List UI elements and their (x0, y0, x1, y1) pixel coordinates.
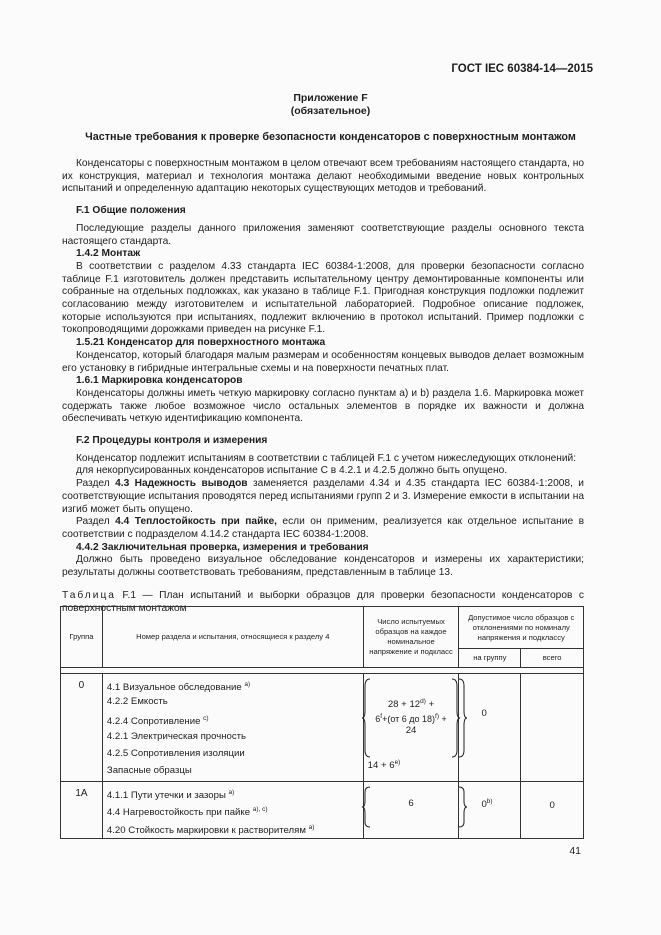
count-part: + (425, 699, 435, 711)
paragraph: Должно быть проведено визуальное обследование конденсаторов и измерены их характеристики; результаты должны соответствовать требованиям, представленным в таблице 13. (62, 554, 584, 579)
count-cell (363, 674, 459, 782)
footnote-ref: a) (228, 789, 235, 797)
subsection-heading: 1.6.1 Маркировка конденсаторов (76, 375, 243, 387)
test-name: Запасные образцы (106, 764, 192, 776)
count-part: 14 + 6 (367, 760, 395, 772)
header-total: всего (521, 649, 584, 668)
footnote-ref: f) (435, 713, 440, 721)
paragraph: Конденсатор подлежит испытаниям в соответствии с таблицей F.1 с учетом нижеследующих отклонений: (76, 452, 577, 464)
text-run: Раздел (76, 516, 116, 528)
per-group-cell (459, 674, 521, 782)
right-brace-icon (457, 786, 467, 828)
text-run: если он применим, реализуется как отдельное испытание в соответствии с подразделом 4.14.2 стандарта IEC 60384-1:2008. (62, 516, 584, 540)
annex-main-title: Частные требования к проверке безопасности конденсаторов с поверхностным монтажом (85, 131, 576, 143)
table-row (61, 782, 584, 839)
count-part: 24 (405, 725, 417, 737)
total-cell (521, 674, 584, 782)
group-cell: 1A (61, 782, 103, 839)
left-brace-icon (362, 678, 372, 758)
intro-paragraph: Конденсаторы с поверхностным монтажом в целом отвечают всем требованиям настоящего стандарта, но их конструкция, материал и технология монтажа делают необходимыми введение новых контрольных испытаний и определенную адаптацию некоторых существующих методов и требований. (62, 158, 584, 195)
footnote-ref: a) (244, 681, 251, 688)
footnote-ref: c) (203, 715, 209, 723)
paragraph (62, 478, 584, 516)
text-run: Раздел (76, 478, 116, 490)
test-item (107, 710, 359, 727)
count-cell (363, 782, 459, 839)
per-group-cell (459, 782, 521, 839)
right-brace-icon (457, 678, 467, 758)
count-value: 6 (408, 798, 414, 810)
table-row (61, 674, 584, 782)
paragraph: Конденсатор, который благодаря малым размерам и особенностям концевых выводов делает возможным его установку в гибридные интегральные схемы и на поверхности печатных плат. (62, 349, 584, 374)
count-part: +(от 6 до 18) (382, 714, 436, 725)
subsection-heading: 1.5.21 Конденсатор для поверхностного монтажа (76, 337, 326, 349)
test-plan-table (60, 606, 584, 839)
annex-heading (0, 92, 661, 118)
test-item (107, 676, 359, 693)
header-section: Номер раздела и испытания, относящиеся к разделу 4 (102, 607, 363, 668)
test-name: 4.1 Визуальное обследование (106, 682, 242, 694)
footnote-ref: a), c) (252, 806, 268, 814)
section-heading-f2: F.2 Процедуры контроля и измерения (76, 435, 268, 447)
test-item (107, 693, 359, 710)
header-count: Число испытуемых образцов на каждое номинальное напряжение и подкласс (363, 607, 459, 668)
footnote-ref: f (380, 713, 383, 721)
paragraph (62, 516, 584, 541)
test-item (107, 801, 359, 818)
test-name: 4.2.4 Сопротивление (106, 716, 201, 728)
header-per-group: на группу (459, 649, 521, 668)
tests-cell (102, 674, 363, 782)
test-item (107, 784, 359, 801)
spare-count (364, 759, 459, 771)
count-part: 28 + 12 (387, 699, 421, 711)
test-item (107, 819, 359, 836)
footnote-ref: a) (308, 823, 315, 831)
total-cell: 0 (521, 782, 584, 839)
count-part: 0 (481, 799, 487, 811)
bold-run: 4.3 Надежность выводов (115, 478, 248, 490)
caption-word: Таблица (62, 589, 116, 601)
paragraph: Последующие разделы данного приложения заменяют соответствующие разделы основного текста настоящего стандарта. (62, 222, 584, 247)
group-cell: 0 (61, 674, 103, 782)
bold-run: 4.4 Теплостойкость при пайке, (115, 516, 277, 528)
test-name: 4.2.2 Емкость (106, 696, 168, 708)
section-heading-f1: F.1 Общие положения (76, 205, 186, 217)
per-group-value (459, 798, 520, 810)
test-item (107, 745, 359, 762)
subsection-heading: 1.4.2 Монтаж (76, 248, 141, 260)
footnote-ref: d) (420, 698, 426, 705)
header-allowed: Допустимое число образцов с отклонениями по номиналу напряжения и подклассу (459, 607, 584, 649)
test-name: 4.20 Стойкость маркировки к растворителям (106, 824, 306, 836)
per-group-value: 0 (481, 708, 487, 719)
test-item (107, 762, 359, 779)
header-group: Группа (61, 607, 103, 668)
tests-cell (102, 782, 363, 839)
footnote-ref: b) (486, 798, 493, 806)
test-name: 4.1.1 Пути утечки и зазоры (106, 790, 226, 802)
annex-title: Приложение F (293, 92, 368, 104)
test-item (107, 728, 359, 745)
count-formula (364, 696, 459, 737)
text-run: заменяется разделами 4.34 и 4.35 стандарта IEC 60384-1:2008, и соответствующие испытания проводятся перед испытаниями групп 2 и 3. Измерение емкости в испытании на изгиб может быть опущено. (62, 478, 584, 515)
paragraph: В соответствии с разделом 4.33 стандарта IEC 60384-1:2008, для проверки безопасности согласно таблице F.1 изготовитель должен представить испытательному центру демонтированные компоненты или собранные на отдельных подложках, как указано в таблице F.1. Пригодная конструкция подложки подлежит согласованию между изготовителем и испытательной лабораторией. Подробное описание подложек, которые используются при испытаниях, подлежит включению в протокол испытаний. Пример подложки с токопроводящими дорожками приведен на рисунке F.1. (62, 260, 584, 336)
left-brace-icon (362, 786, 372, 828)
standard-designation: ГОСТ IEC 60384-14—2015 (451, 63, 593, 75)
annex-status: (обязательное) (290, 105, 371, 117)
test-name: 4.4 Нагревостойкость при пайке (106, 807, 251, 819)
count-part: + (439, 714, 447, 725)
test-name: 4.2.1 Электрическая прочность (106, 730, 247, 742)
paragraph: для некорпусированных конденсаторов испытание С в 4.2.1 и 4.2.5 должно быть опущено. (76, 465, 508, 477)
count-part: 6 (375, 714, 381, 725)
document-body (62, 158, 584, 615)
page-number: 41 (569, 845, 581, 857)
footnote-ref: e) (394, 759, 401, 767)
test-name: 4.2.5 Сопротивления изоляции (106, 747, 245, 759)
subsection-heading: 4.4.2 Заключительная проверка, измерения и требования (76, 541, 369, 553)
paragraph: Конденсаторы должны иметь четкую маркировку согласно пунктам а) и b) раздела 1.6. Маркировка может содержать также любое возможное число остальных элементов в порядке их важности и должна обеспечивать четкую идентификацию компонента. (62, 387, 584, 425)
caption-text: F.1 — План испытаний и выборки образцов для проверки безопасности конденсаторов с поверхностным монтажом (62, 589, 584, 614)
